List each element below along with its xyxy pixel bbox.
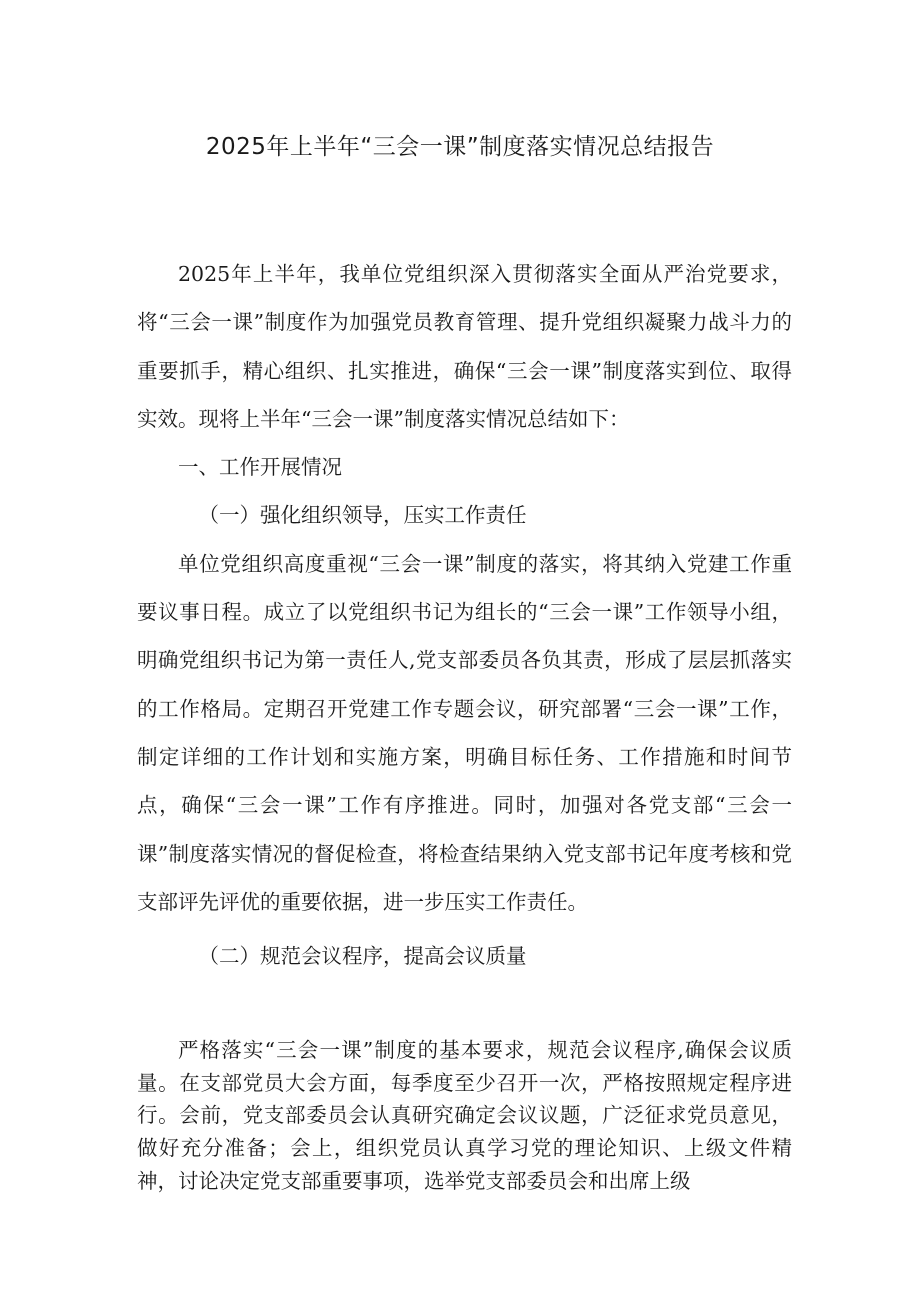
subsection-heading-2: （二）规范会议程序，提高会议质量 <box>198 944 527 969</box>
section-heading-1: 一、工作开展情况 <box>178 455 342 480</box>
body-paragraph-2: 严格落实“三会一课”制度的基本要求，规范会议程序,确保会议质量。在支部党员大会方面，每季度至少召开一次，严格按照规定程序进行。会前，党支部委员会认真研究确定会议议题，广泛征求党员意见，做好充分准备；会上，组织党员认真学习党的理论知识、上级文件精神，讨论决定党支部重要事项，选举党支部委员会和出席上级 <box>137 1038 792 1193</box>
document-body-lower <box>137 1034 792 1198</box>
body-paragraph-1: 单位党组织高度重视“三会一课”制度的落实，将其纳入党建工作重要议事日程。成立了以党组织书记为组长的“三会一课”工作领导小组，明确党组织书记为第一责任人,党支部委员各负其责，形成了层层抓落实的工作格局。定期召开党建工作专题会议，研究部署“三会一课”工作，制定详细的工作计划和实施方案，明确目标任务、工作措施和时间节点，确保“三会一课”工作有序推进。同时，加强对各党支部“三会一课”制度落实情况的督促检查，将检查结果纳入党支部书记年度考核和党支部评先评优的重要依据，进一步压实工作责任。 <box>137 551 792 914</box>
intro-paragraph: 2025年上半年，我单位党组织深入贯彻落实全面从严治党要求，将“三会一课”制度作为加强党员教育管理、提升党组织凝聚力战斗力的重要抓手，精心组织、扎实推进，确保“三会一课”制度落实到位、取得实效。现将上半年“三会一课”制度落实情况总结如下： <box>137 262 792 431</box>
subsection-heading-1: （一）强化组织领导，压实工作责任 <box>198 503 527 528</box>
document-body-upper <box>137 250 792 980</box>
document-title: 2025年上半年“三会一课”制度落实情况总结报告 <box>205 134 715 160</box>
